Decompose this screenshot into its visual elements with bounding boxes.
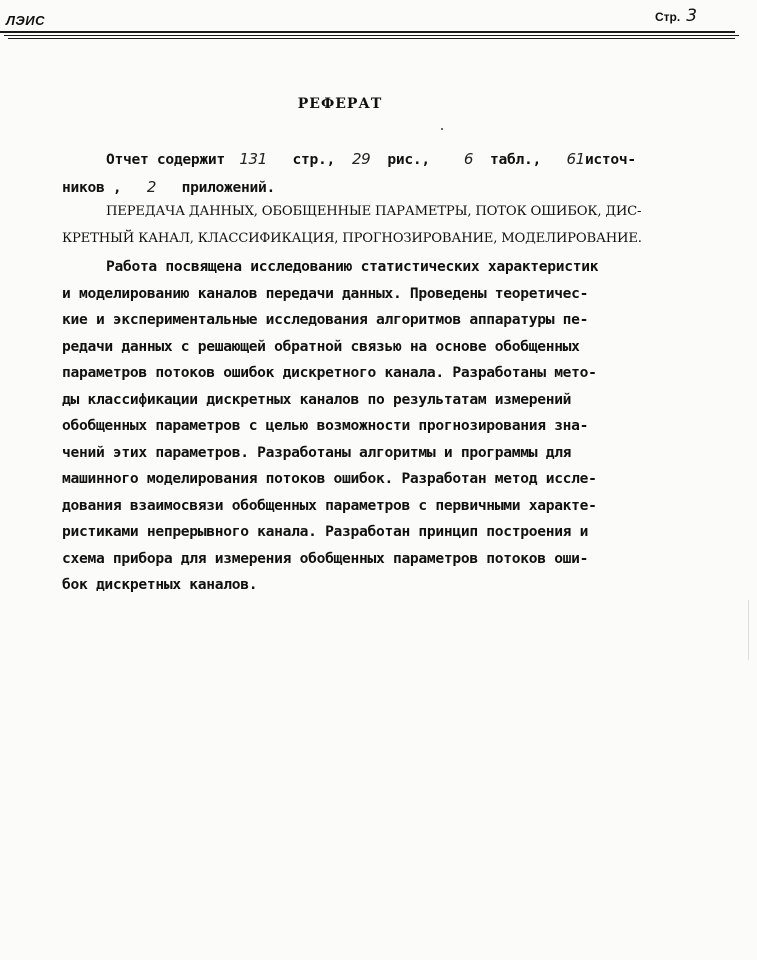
abstract-line: Работа посвящена исследованию статистических характеристик [106,258,599,275]
page-number: 3 [686,6,698,26]
summary-text: ников , [62,178,122,196]
header-rule-bottom [8,38,735,39]
abstract-line: и моделированию каналов передачи данных. Проведены теоретичес- [62,284,589,302]
organization-label: ЛЭИС [6,13,46,28]
summary-text: приложений. [181,178,275,196]
summary-line-2 [62,174,744,202]
figures-count: 29 [351,150,371,168]
summary-line-1 [62,146,744,174]
header-rule-middle [4,35,739,36]
abstract-line: чений этих параметров. Разработаны алгоритмы и программы для [62,443,572,461]
summary-text: стр., [292,151,335,168]
abstract-paragraph [62,254,744,599]
summary-text: рис., [387,151,430,168]
header-rule-top [0,31,735,33]
keywords-line: ПЕРЕДАЧА ДАННЫХ, ОБОБЩЕННЫЕ ПАРАМЕТРЫ, ПОТОК ОШИБОК, ДИС- [106,204,642,219]
abstract-line: машинного моделирования потоков ошибок. Разработан метод иссле- [62,470,597,487]
tables-count: 6 [463,150,474,168]
abstract-line: схема прибора для измерения обобщенных параметров потоков оши- [62,549,589,567]
abstract-line: ды классификации дискретных каналов по результатам измерений [62,390,572,408]
abstract-line: обобщенных параметров с целью возможности прогнозирования зна- [62,417,589,434]
abstract-line: ристиками непрерывного канала. Разработан принцип построения и [62,523,589,540]
abstract-line: бок дискретных каналов. [62,576,258,593]
keywords-paragraph [62,199,744,252]
page-label: Стр. [655,10,681,24]
sources-count: 61 [566,150,585,168]
summary-paragraph [62,146,744,201]
keywords-line: КРЕТНЫЙ КАНАЛ, КЛАССИФИКАЦИЯ, ПРОГНОЗИРОВАНИЕ, МОДЕЛИРОВАНИЕ. [62,230,642,246]
summary-text: табл., [490,151,541,168]
abstract-line: дования взаимосвязи обобщенных параметров с первичными характе- [62,496,597,514]
abstract-line: параметров потоков ошибок дискретного канала. Разработаны мето- [62,364,597,381]
abstract-line: кие и экспериментальные исследования алгоритмов аппаратуры пе- [62,311,589,328]
scan-speck [441,128,443,130]
pages-count: 131 [239,150,268,168]
page-title: РЕФЕРАТ [297,96,383,112]
scan-fold-mark [748,600,749,660]
page-number-label [655,6,697,26]
abstract-line: редачи данных с решающей обратной связью на основе обобщенных [62,337,580,355]
summary-text: Отчет содержит [106,151,225,168]
summary-text: источ- [584,151,636,168]
appendices-count: 2 [146,177,157,196]
